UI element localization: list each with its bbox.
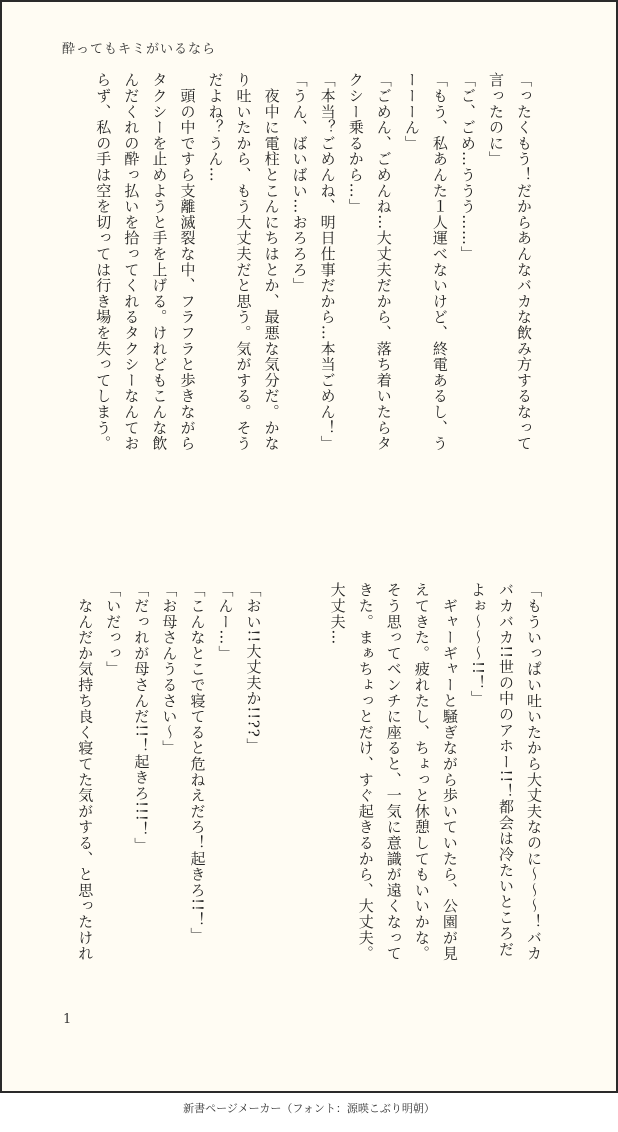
page-title: 酔ってもキミがいるなら [62, 42, 217, 57]
bottom-text-block: 「もういっぱい吐いたから大丈夫なのに〜〜〜！バカ バカバカ!!世の中のアホー!!！都会は冷たいところだ よぉ〜〜〜!!！」 ギャーギャーと騒ぎながら歩いていたら、公園が見 えてきた。疲れたし、ちょっと休憩してもいいかな。 そう思ってベンチに座ると、一気に意識が遠くなって きた。まぁちょっとだけ、すぐ起きるから、大丈夫。 大丈夫… 「おい!!大丈夫か!!??」 「んー…」 「こんなとこで寝てると危ねえだろ！起きろ!!！」 「お母さんうるさい〜」 「だっれが母さんだ!!！起きろ!!!！」 「いだっっ」 なんだか気持ち良く寝てた気がする、と思ったけれ [76, 582, 543, 962]
top-text-block: 「ったくもう！だからあんなバカな飲み方するなって 言ったのに」 「ご、ごめ…ううう……」 「もう、私あんた１人運べないけど、終電あるし、う ーーーん」 「ごめん、ごめんね…大丈夫だから、落ち着いたらタ クシー乗るから…」 「本当？ごめんね、明日仕事だから…本当ごめん！」 「うん、ばいばい…おろろろ」 夜中に電柱とこんにちはとか、最悪な気分だ。かな り吐いたから、もう大丈夫だと思う。気がする。そう だよね？うん… 頭の中ですら支離滅裂な中、フラフラと歩きながら タクシーを止めようと手を上げる。けれどもこんな飲 んだくれの酔っ払いを拾ってくれるタクシーなんてお らず、私の手は空を切っては行き場を失ってしまう。 [94, 72, 533, 452]
generator-credit: 新書ページメーカー（フォント：源暎こぶり明朝） [183, 1102, 435, 1115]
page-number: 1 [63, 1012, 72, 1027]
